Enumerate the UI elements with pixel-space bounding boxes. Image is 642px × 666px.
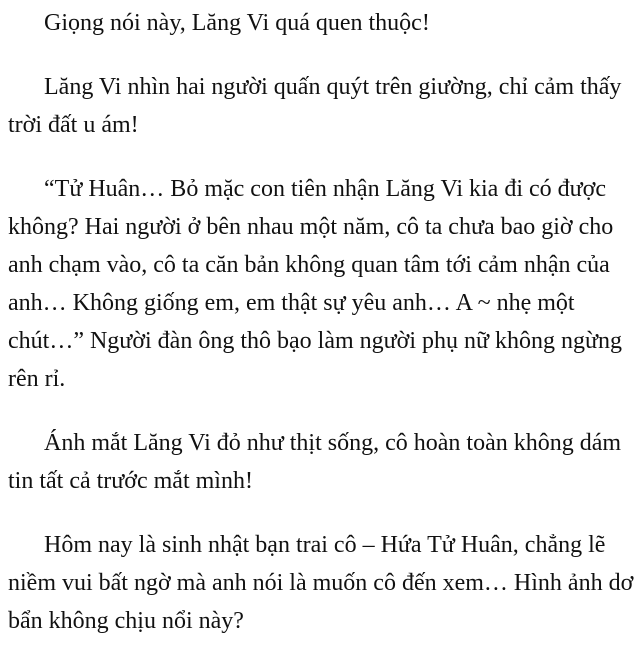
- paragraph-1: Giọng nói này, Lăng Vi quá quen thuộc!: [44, 10, 430, 36]
- paragraph-2: Lăng Vi nhìn hai người quấn quýt trên giường, chỉ cảm thấy trời đất u ám!: [8, 74, 622, 138]
- article-body: [8, 4, 634, 666]
- paragraph-4: Ánh mắt Lăng Vi đỏ như thịt sống, cô hoàn toàn không dám tin tất cả trước mắt mình!: [8, 430, 622, 494]
- paragraph-5: Hôm nay là sinh nhật bạn trai cô – Hứa Tử Huân, chẳng lẽ niềm vui bất ngờ mà anh nói là muốn cô đến xem… Hình ảnh dơ bẩn không chịu nổi này?: [8, 532, 634, 634]
- paragraph-3: “Tử Huân… Bỏ mặc con tiên nhận Lăng Vi kia đi có được không? Hai người ở bên nhau một năm, cô ta chưa bao giờ cho anh chạm vào, cô ta căn bản không quan tâm tới cảm nhận của anh… Không giống em, em thật sự yêu anh… A ~ nhẹ một chút…” Người đàn ông thô bạo làm người phụ nữ không ngừng rên rỉ.: [8, 176, 623, 392]
